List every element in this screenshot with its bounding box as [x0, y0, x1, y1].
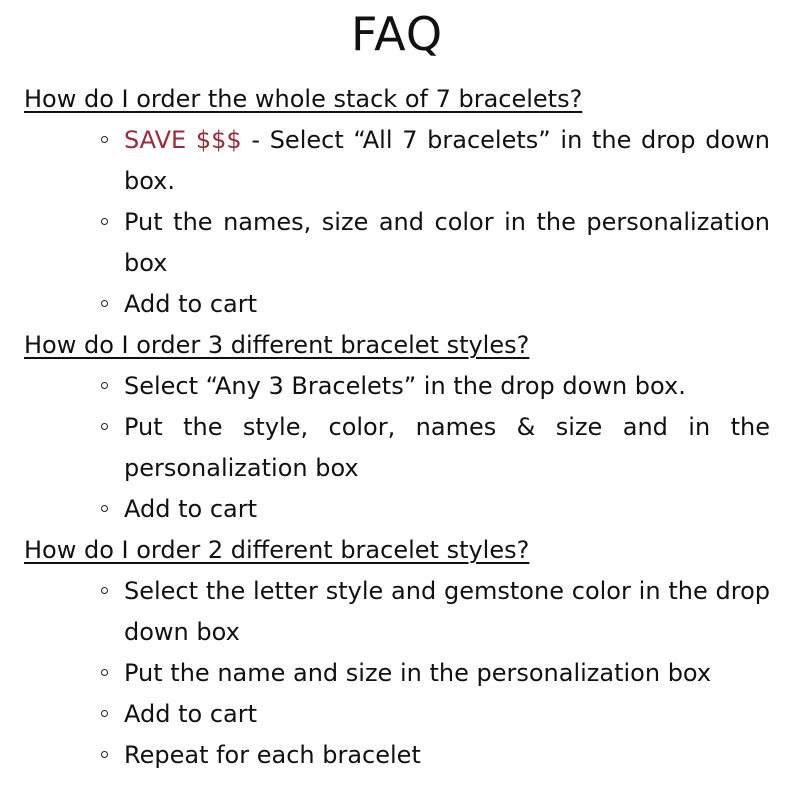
faq-answer-text: Put the style, color, names & size and in the personalization box	[124, 413, 770, 482]
hollow-circle-icon	[101, 423, 108, 430]
hollow-circle-icon	[101, 382, 108, 389]
faq-answer-text: Select “Any 3 Bracelets” in the drop down box.	[124, 372, 686, 400]
faq-answer-text: Repeat for each bracelet	[124, 741, 421, 769]
save-highlight: SAVE $$$	[124, 126, 242, 154]
faq-answer-text: Put the name and size in the personalization box	[124, 659, 712, 687]
faq-answer	[101, 407, 770, 489]
faq-section	[24, 530, 770, 776]
hollow-circle-icon	[101, 505, 108, 512]
faq-answer	[101, 120, 770, 202]
faq-answer	[101, 284, 770, 325]
faq-answer	[101, 694, 770, 735]
faq-answer-text: Put the names, size and color in the personalization box	[124, 208, 770, 277]
faq-question: How do I order the whole stack of 7 bracelets?	[24, 85, 583, 113]
faq-answer	[101, 366, 770, 407]
faq-answer-text: Select the letter style and gemstone color in the drop down box	[124, 577, 770, 646]
hollow-circle-icon	[101, 136, 108, 143]
faq-answer-list	[24, 120, 770, 325]
faq-answer-list	[24, 571, 770, 776]
faq-answer-text: Add to cart	[124, 495, 257, 523]
hollow-circle-icon	[101, 587, 108, 594]
faq-answer-list	[24, 366, 770, 530]
hollow-circle-icon	[101, 751, 108, 758]
hollow-circle-icon	[101, 300, 108, 307]
faq-answer	[101, 202, 770, 284]
faq-question: How do I order 2 different bracelet styles?	[24, 536, 530, 564]
hollow-circle-icon	[101, 218, 108, 225]
faq-answer-text: - Select “All 7 bracelets” in the drop down box.	[124, 126, 770, 195]
faq-section	[24, 79, 770, 325]
faq-answer-text: Add to cart	[124, 700, 257, 728]
faq-answer	[101, 489, 770, 530]
hollow-circle-icon	[101, 669, 108, 676]
faq-question: How do I order 3 different bracelet styles?	[24, 331, 530, 359]
faq-section	[24, 325, 770, 530]
hollow-circle-icon	[101, 710, 108, 717]
faq-answer-text: Add to cart	[124, 290, 257, 318]
faq-answer	[101, 571, 770, 653]
page-title: FAQ	[350, 7, 444, 61]
faq-answer	[101, 653, 770, 694]
faq-answer	[101, 735, 770, 776]
faq-list	[24, 79, 770, 776]
